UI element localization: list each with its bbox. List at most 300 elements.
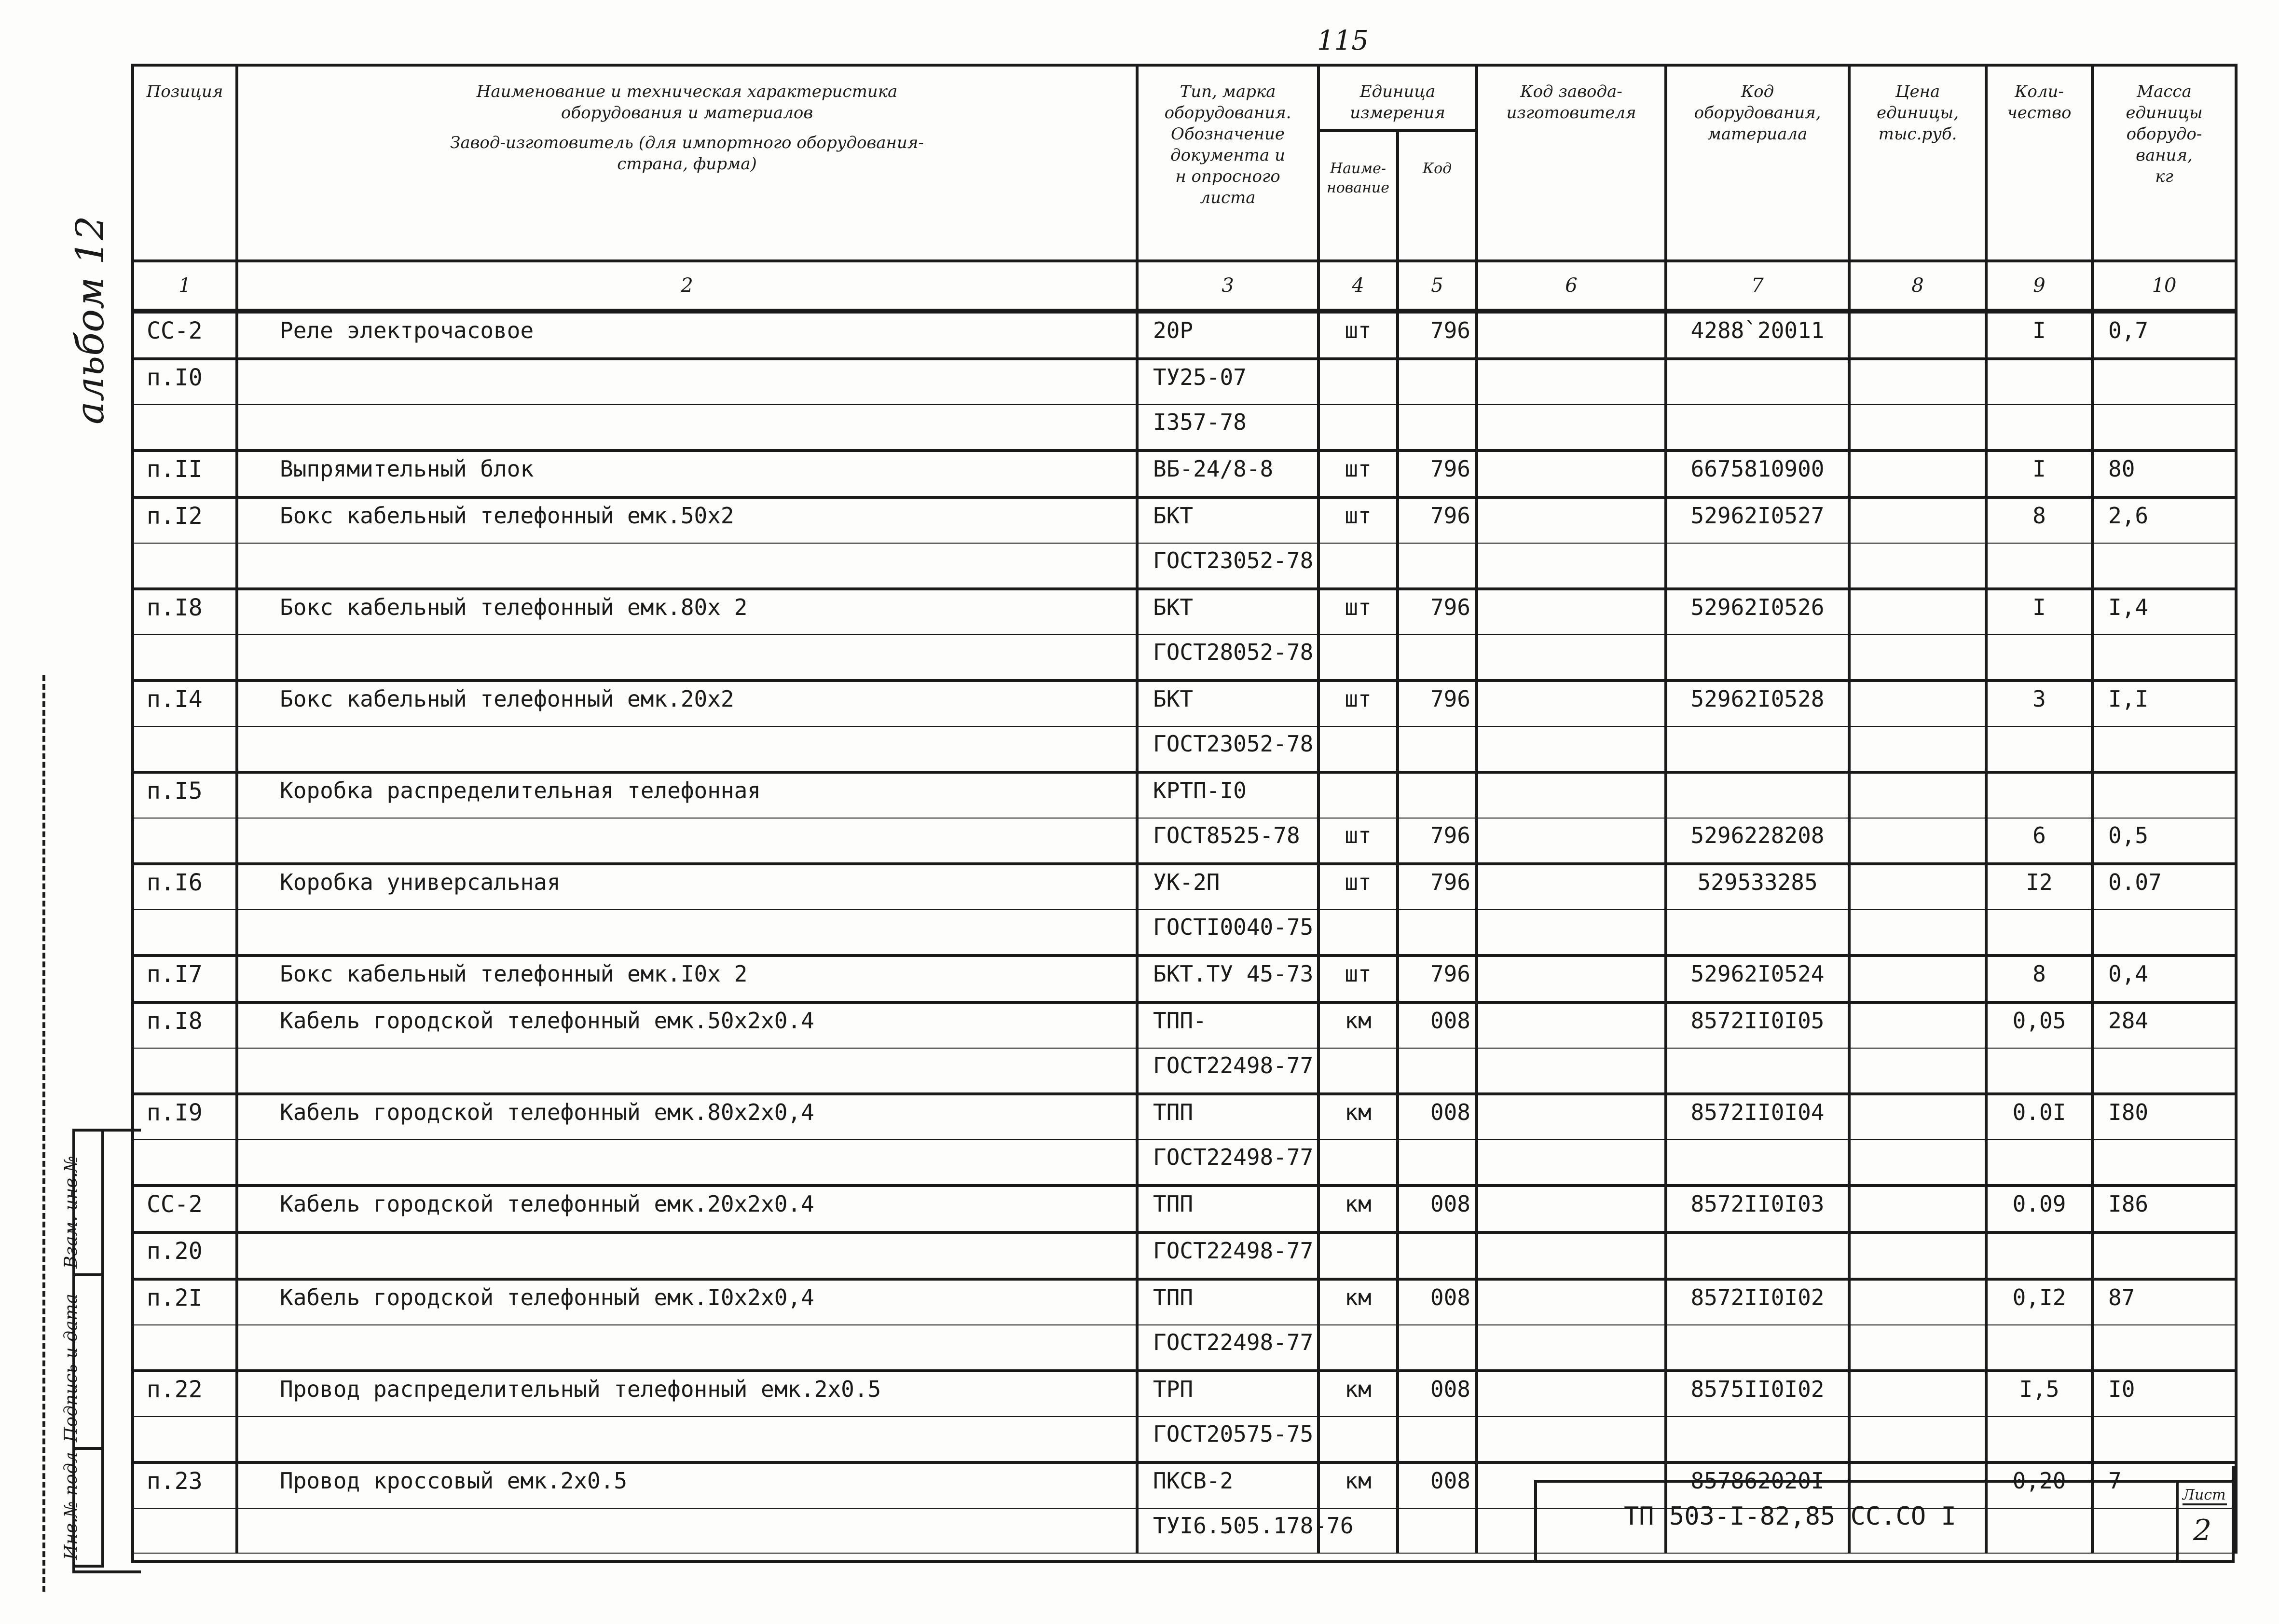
type-cell: БКТ.ТУ 45-73 [1137, 955, 1318, 1002]
unit-code-cell [1398, 910, 1477, 955]
equip-code-cell: 5296228208 [1666, 818, 1849, 864]
sheet-value: 2 [2193, 1514, 2212, 1547]
name-cell: Провод распределительный телефонный емк.2х0.5 [237, 1371, 1137, 1417]
position-cell: п.I9 [133, 1094, 237, 1140]
table-row [133, 1417, 2236, 1462]
unit-code-cell: 008 [1398, 1094, 1477, 1140]
unit-code-cell [1398, 405, 1477, 450]
price-cell [1849, 1002, 1986, 1048]
mfr-code-cell [1477, 818, 1666, 864]
quantity-cell [1986, 1232, 2092, 1279]
type-cell: ГОСТ22498-77 [1137, 1140, 1318, 1186]
type-cell: БКТ [1137, 681, 1318, 726]
unit-name-cell: шт [1318, 450, 1398, 497]
stamp-original-inventory: Инв.№ подл. [75, 1450, 104, 1568]
unit-name-cell [1318, 405, 1398, 450]
equip-code-cell [1666, 635, 1849, 681]
type-cell: ТПП [1137, 1094, 1318, 1140]
mfr-code-cell [1477, 726, 1666, 772]
name-cell: Реле электрочасовое [237, 311, 1137, 359]
mfr-code-cell [1477, 543, 1666, 589]
unit-name-cell [1318, 910, 1398, 955]
table-row [133, 1325, 2236, 1371]
column-numbers-row [133, 261, 2236, 311]
position-cell: п.I8 [133, 1002, 237, 1048]
type-cell: ГОСТ23052-78 [1137, 543, 1318, 589]
unit-code-cell: 008 [1398, 1002, 1477, 1048]
name-cell: Коробка распределительная телефонная [237, 772, 1137, 818]
mfr-code-cell [1477, 772, 1666, 818]
price-cell [1849, 772, 1986, 818]
table-row [133, 450, 2236, 497]
unit-code-cell: 008 [1398, 1186, 1477, 1232]
mass-cell: I0 [2092, 1371, 2236, 1417]
header-price: Цена единицы, тыс.руб. [1849, 65, 1986, 261]
unit-code-cell [1398, 359, 1477, 405]
price-cell [1849, 1140, 1986, 1186]
mfr-code-cell [1477, 311, 1666, 359]
unit-name-cell: км [1318, 1186, 1398, 1232]
header-quantity: Коли- чество [1986, 65, 2092, 261]
table-row [133, 589, 2236, 635]
price-cell [1849, 405, 1986, 450]
quantity-cell [1986, 1417, 2092, 1462]
quantity-cell: 0.0I [1986, 1094, 2092, 1140]
equip-code-cell [1666, 772, 1849, 818]
unit-code-cell: 008 [1398, 1371, 1477, 1417]
column-number: 3 [1137, 261, 1318, 311]
type-cell: ГОСТ8525-78 [1137, 818, 1318, 864]
mass-cell [2092, 359, 2236, 405]
unit-code-cell [1398, 772, 1477, 818]
name-cell: Кабель городской телефонный емк.20х2х0.4 [237, 1186, 1137, 1232]
mfr-code-cell [1477, 1279, 1666, 1325]
position-cell: п.I7 [133, 955, 237, 1002]
table-row [133, 311, 2236, 359]
mfr-code-cell [1477, 955, 1666, 1002]
unit-name-cell [1318, 359, 1398, 405]
equip-code-cell: 8572II0I04 [1666, 1094, 1849, 1140]
unit-name-cell: км [1318, 1002, 1398, 1048]
header-unit: Единица измерения [1318, 65, 1477, 131]
price-cell [1849, 818, 1986, 864]
equip-code-cell: 529533285 [1666, 864, 1849, 910]
price-cell [1849, 955, 1986, 1002]
table-row [133, 1140, 2236, 1186]
equip-code-cell [1666, 1048, 1849, 1094]
type-cell: УК-2П [1137, 864, 1318, 910]
unit-code-cell: 796 [1398, 497, 1477, 543]
type-cell: I357-78 [1137, 405, 1318, 450]
price-cell [1849, 1232, 1986, 1279]
name-cell [237, 726, 1137, 772]
mfr-code-cell [1477, 635, 1666, 681]
mass-cell [2092, 910, 2236, 955]
name-cell [237, 1140, 1137, 1186]
unit-code-cell: 008 [1398, 1279, 1477, 1325]
mfr-code-cell [1477, 359, 1666, 405]
unit-code-cell [1398, 1048, 1477, 1094]
price-cell [1849, 1186, 1986, 1232]
unit-name-cell [1318, 1048, 1398, 1094]
position-cell: п.I4 [133, 681, 237, 726]
price-cell [1849, 1094, 1986, 1140]
type-cell: ГОСТ28052-78 [1137, 635, 1318, 681]
position-cell [133, 1048, 237, 1094]
type-cell: БКТ [1137, 497, 1318, 543]
mass-cell: 0,4 [2092, 955, 2236, 1002]
unit-code-cell: 796 [1398, 589, 1477, 635]
equip-code-cell: 8575II0I02 [1666, 1371, 1849, 1417]
price-cell [1849, 635, 1986, 681]
quantity-cell: 8 [1986, 497, 2092, 543]
quantity-cell [1986, 1325, 2092, 1371]
unit-code-cell: 796 [1398, 818, 1477, 864]
unit-code-cell [1398, 1232, 1477, 1279]
mfr-code-cell [1477, 864, 1666, 910]
quantity-cell: 0,05 [1986, 1002, 2092, 1048]
quantity-cell: I,5 [1986, 1371, 2092, 1417]
equip-code-cell [1666, 910, 1849, 955]
mass-cell [2092, 543, 2236, 589]
table-row [133, 635, 2236, 681]
type-cell: ТУI6.505.178-76 [1137, 1508, 1318, 1553]
quantity-cell: 6 [1986, 818, 2092, 864]
price-cell [1849, 1417, 1986, 1462]
table-row [133, 1279, 2236, 1325]
price-cell [1849, 1048, 1986, 1094]
name-cell: Коробка универсальная [237, 864, 1137, 910]
mass-cell [2092, 726, 2236, 772]
unit-code-cell: 008 [1398, 1462, 1477, 1508]
unit-code-cell: 796 [1398, 955, 1477, 1002]
equip-code-cell: 8572II0I02 [1666, 1279, 1849, 1325]
quantity-cell: 3 [1986, 681, 2092, 726]
stamp-replacement-inventory: Взам. инв.№ [75, 1132, 104, 1276]
unit-code-cell [1398, 635, 1477, 681]
mfr-code-cell [1477, 910, 1666, 955]
price-cell [1849, 910, 1986, 955]
name-cell: Кабель городской телефонный емк.I0х2х0,4 [237, 1279, 1137, 1325]
table-row [133, 1002, 2236, 1048]
quantity-cell [1986, 405, 2092, 450]
position-cell: п.I2 [133, 497, 237, 543]
type-cell: ТУ25-07 [1137, 359, 1318, 405]
mass-cell [2092, 1232, 2236, 1279]
position-cell [133, 910, 237, 955]
position-cell [133, 1417, 237, 1462]
header-equip-code: Код оборудования, материала [1666, 65, 1849, 261]
equip-code-cell: 857862020I [1666, 1462, 1849, 1508]
price-cell [1849, 1325, 1986, 1371]
name-cell: Бокс кабельный телефонный емк.80х 2 [237, 589, 1137, 635]
header-unit-code: Код [1398, 131, 1477, 261]
mass-cell: 80 [2092, 450, 2236, 497]
quantity-cell: 8 [1986, 955, 2092, 1002]
position-cell: СС-2 [133, 1186, 237, 1232]
equip-code-cell [1666, 726, 1849, 772]
price-cell [1849, 681, 1986, 726]
type-cell: КРТП-I0 [1137, 772, 1318, 818]
unit-name-cell: шт [1318, 864, 1398, 910]
album-label: альбом 12 [68, 216, 112, 424]
mass-cell: I,4 [2092, 589, 2236, 635]
mass-cell [2092, 405, 2236, 450]
column-number: 8 [1849, 261, 1986, 311]
type-cell: ГОСТI0040-75 [1137, 910, 1318, 955]
mfr-code-cell [1477, 1094, 1666, 1140]
table-row [133, 543, 2236, 589]
price-cell [1849, 726, 1986, 772]
name-cell [237, 1325, 1137, 1371]
unit-name-cell: км [1318, 1371, 1398, 1417]
unit-name-cell: шт [1318, 497, 1398, 543]
position-cell: п.I6 [133, 864, 237, 910]
equip-code-cell [1666, 543, 1849, 589]
quantity-cell [1986, 543, 2092, 589]
equip-code-cell: 8572II0I05 [1666, 1002, 1849, 1048]
header-mass: Масса единицы оборудо- вания, кг [2092, 65, 2236, 261]
position-cell: п.I8 [133, 589, 237, 635]
position-cell [133, 1325, 237, 1371]
mass-cell: 0,5 [2092, 818, 2236, 864]
name-cell [237, 635, 1137, 681]
type-cell: ГОСТ22498-77 [1137, 1232, 1318, 1279]
name-cell [237, 818, 1137, 864]
position-cell [133, 405, 237, 450]
quantity-cell: 0.09 [1986, 1186, 2092, 1232]
quantity-cell [1986, 635, 2092, 681]
unit-name-cell: шт [1318, 589, 1398, 635]
table-row [133, 772, 2236, 818]
mass-cell: 0.07 [2092, 864, 2236, 910]
table-row [133, 1232, 2236, 1279]
column-number: 4 [1318, 261, 1398, 311]
unit-name-cell [1318, 543, 1398, 589]
mass-cell: I80 [2092, 1094, 2236, 1140]
table-row [133, 681, 2236, 726]
quantity-cell: I [1986, 311, 2092, 359]
unit-code-cell: 796 [1398, 311, 1477, 359]
type-cell: ТПП [1137, 1279, 1318, 1325]
mass-cell [2092, 1325, 2236, 1371]
position-cell: п.20 [133, 1232, 237, 1279]
position-cell: п.23 [133, 1462, 237, 1508]
quantity-cell [1986, 772, 2092, 818]
quantity-cell: I [1986, 450, 2092, 497]
name-cell: Бокс кабельный телефонный емк.I0х 2 [237, 955, 1137, 1002]
margin-line [42, 675, 45, 1592]
name-cell [237, 359, 1137, 405]
name-cell [237, 1232, 1137, 1279]
price-cell [1849, 1371, 1986, 1417]
mass-cell: I86 [2092, 1186, 2236, 1232]
equip-code-cell: 6675810900 [1666, 450, 1849, 497]
equip-code-cell: 52962I0524 [1666, 955, 1849, 1002]
price-cell [1849, 359, 1986, 405]
price-cell [1849, 864, 1986, 910]
mass-cell [2092, 1417, 2236, 1462]
name-cell: Кабель городской телефонный емк.50х2х0.4 [237, 1002, 1137, 1048]
mfr-code-cell [1477, 1417, 1666, 1462]
unit-name-cell: шт [1318, 681, 1398, 726]
mass-cell [2092, 772, 2236, 818]
name-cell: Бокс кабельный телефонный емк.50х2 [237, 497, 1137, 543]
quantity-cell: I [1986, 589, 2092, 635]
sheet-number: 115 [1317, 25, 1369, 56]
name-cell: Провод кроссовый емк.2х0.5 [237, 1462, 1137, 1508]
type-cell: ГОСТ22498-77 [1137, 1048, 1318, 1094]
unit-code-cell: 796 [1398, 450, 1477, 497]
column-number: 6 [1477, 261, 1666, 311]
table-row [133, 1094, 2236, 1140]
table-row [133, 955, 2236, 1002]
position-cell: п.II [133, 450, 237, 497]
mfr-code-cell [1477, 497, 1666, 543]
quantity-cell: 0,I2 [1986, 1279, 2092, 1325]
left-approval-stamp [61, 1129, 141, 1573]
table-row [133, 726, 2236, 772]
position-cell: СС-2 [133, 311, 237, 359]
price-cell [1849, 543, 1986, 589]
name-cell [237, 543, 1137, 589]
quantity-cell [1986, 359, 2092, 405]
unit-name-cell: км [1318, 1462, 1398, 1508]
quantity-cell [1986, 1140, 2092, 1186]
unit-name-cell [1318, 1232, 1398, 1279]
type-cell: ВБ-24/8-8 [1137, 450, 1318, 497]
header-mfr-code: Код завода- изготовителя [1477, 65, 1666, 261]
name-cell [237, 1417, 1137, 1462]
position-cell: п.22 [133, 1371, 237, 1417]
type-cell: ТПП [1137, 1186, 1318, 1232]
mfr-code-cell [1477, 589, 1666, 635]
name-cell [237, 910, 1137, 955]
column-number: 10 [2092, 261, 2236, 311]
mass-cell: 284 [2092, 1002, 2236, 1048]
column-number: 2 [237, 261, 1137, 311]
table-row [133, 1371, 2236, 1417]
sheet-box [2176, 1483, 2232, 1560]
unit-name-cell: шт [1318, 311, 1398, 359]
quantity-cell [1986, 1048, 2092, 1094]
position-cell [133, 818, 237, 864]
name-cell: Выпрямительный блок [237, 450, 1137, 497]
unit-code-cell [1398, 1325, 1477, 1371]
unit-name-cell [1318, 635, 1398, 681]
unit-name-cell: шт [1318, 818, 1398, 864]
mass-cell [2092, 635, 2236, 681]
quantity-cell [1986, 910, 2092, 955]
mfr-code-cell [1477, 1232, 1666, 1279]
table-row [133, 405, 2236, 450]
mass-cell: I,I [2092, 681, 2236, 726]
mfr-code-cell [1477, 1325, 1666, 1371]
equip-code-cell: 52962I0528 [1666, 681, 1849, 726]
header-position: Позиция [133, 65, 237, 261]
price-cell [1849, 450, 1986, 497]
stamp-signature-date: Подпись и дата [75, 1276, 104, 1450]
table-row [133, 497, 2236, 543]
unit-code-cell [1398, 726, 1477, 772]
specification-table [131, 64, 2238, 1554]
position-cell [133, 543, 237, 589]
price-cell [1849, 589, 1986, 635]
equip-code-cell [1666, 359, 1849, 405]
position-cell: п.I0 [133, 359, 237, 405]
price-cell [1849, 311, 1986, 359]
name-cell [237, 405, 1137, 450]
unit-name-cell [1318, 1325, 1398, 1371]
column-number: 5 [1398, 261, 1477, 311]
position-cell [133, 726, 237, 772]
equip-code-cell [1666, 1417, 1849, 1462]
type-cell: ТПП- [1137, 1002, 1318, 1048]
unit-name-cell: км [1318, 1094, 1398, 1140]
type-cell: ГОСТ23052-78 [1137, 726, 1318, 772]
table-row [133, 1048, 2236, 1094]
document-code: ТП 503-I-82,85 СС.СО I [1624, 1502, 1956, 1531]
table-row [133, 1186, 2236, 1232]
mfr-code-cell [1477, 450, 1666, 497]
mfr-code-cell [1477, 1186, 1666, 1232]
type-cell: ГОСТ22498-77 [1137, 1325, 1318, 1371]
title-block [1534, 1480, 2235, 1563]
name-cell: Кабель городской телефонный емк.80х2х0,4 [237, 1094, 1137, 1140]
mass-cell [2092, 1048, 2236, 1094]
type-cell: 20Р [1137, 311, 1318, 359]
equip-code-cell [1666, 1232, 1849, 1279]
type-cell: БКТ [1137, 589, 1318, 635]
price-cell [1849, 1279, 1986, 1325]
mfr-code-cell [1477, 1140, 1666, 1186]
header-unit-name: Наиме- нование [1318, 131, 1398, 261]
equip-code-cell [1666, 1325, 1849, 1371]
mass-cell: 0,7 [2092, 311, 2236, 359]
mass-cell: 7 [2092, 1462, 2236, 1508]
price-cell [1849, 497, 1986, 543]
mfr-code-cell [1477, 405, 1666, 450]
quantity-cell: 0,20 [1986, 1462, 2092, 1508]
name-cell [237, 1048, 1137, 1094]
unit-name-cell [1318, 772, 1398, 818]
equip-code-cell: 52962I0526 [1666, 589, 1849, 635]
mfr-code-cell [1477, 681, 1666, 726]
equip-code-cell: 4288`20011 [1666, 311, 1849, 359]
unit-name-cell [1318, 726, 1398, 772]
position-cell [133, 635, 237, 681]
table-row [133, 359, 2236, 405]
mfr-code-cell [1477, 1002, 1666, 1048]
quantity-cell [1986, 726, 2092, 772]
column-number: 7 [1666, 261, 1849, 311]
mfr-code-cell [1477, 1048, 1666, 1094]
header-name: Наименование и техническая характеристика оборудования и материалов Завод-изготовитель (для импортного оборудования- страна, фирма) [237, 65, 1137, 261]
unit-name-cell: шт [1318, 955, 1398, 1002]
table-row [133, 910, 2236, 955]
unit-code-cell: 796 [1398, 681, 1477, 726]
mass-cell [2092, 1140, 2236, 1186]
name-cell: Бокс кабельный телефонный емк.20х2 [237, 681, 1137, 726]
unit-name-cell: км [1318, 1279, 1398, 1325]
position-cell: п.I5 [133, 772, 237, 818]
mass-cell: 87 [2092, 1279, 2236, 1325]
position-cell: п.2I [133, 1279, 237, 1325]
mfr-code-cell [1477, 1371, 1666, 1417]
unit-name-cell [1318, 1140, 1398, 1186]
type-cell: ТРП [1137, 1371, 1318, 1417]
equip-code-cell [1666, 1140, 1849, 1186]
